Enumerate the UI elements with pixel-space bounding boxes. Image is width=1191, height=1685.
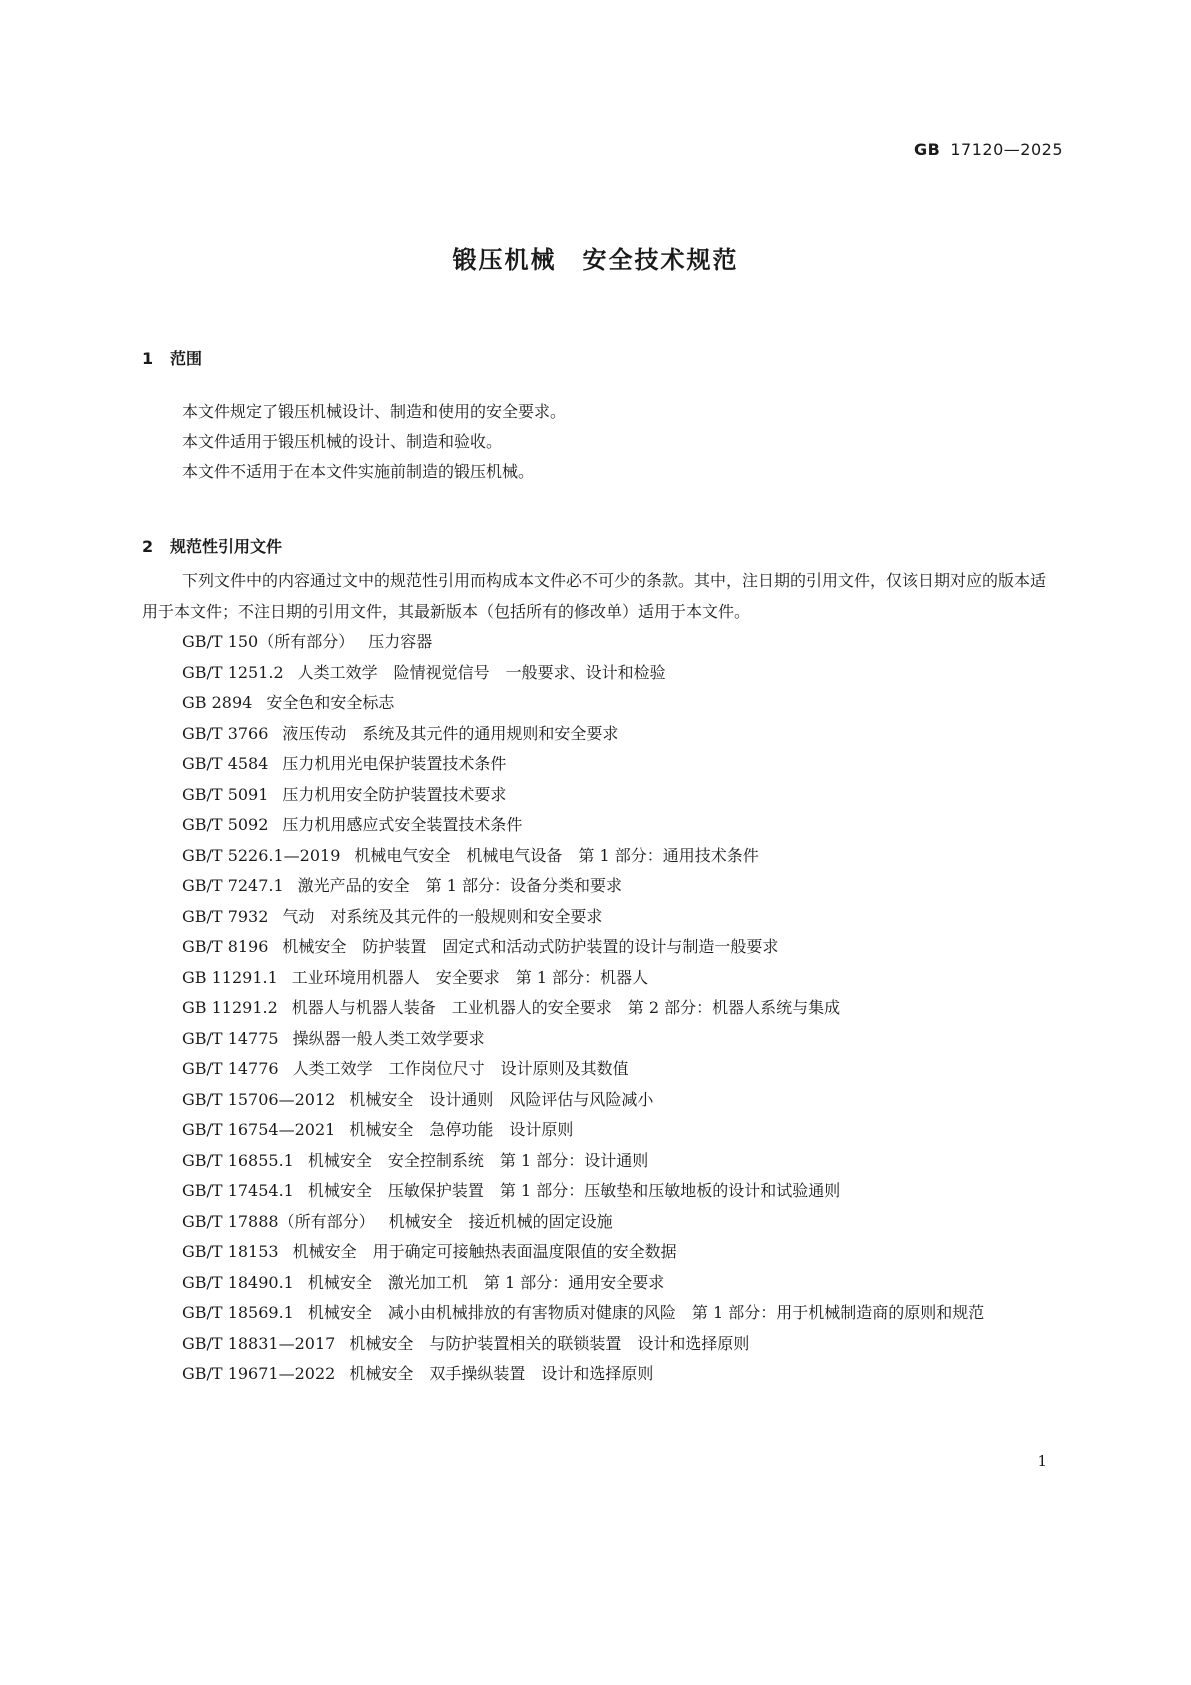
reference-title: 人类工效学 险情视觉信号 一般要求、设计和检验 [297,662,666,682]
reference-title: 机械安全 接近机械的固定设施 [388,1211,613,1231]
reference-item [142,688,1058,719]
reference-item [142,1207,1058,1238]
reference-code: GB/T 3766 [182,723,269,743]
section-number: 2 [142,537,154,556]
reference-title: 机械安全 激光加工机 第 1 部分：通用安全要求 [307,1272,665,1292]
reference-code: GB/T 5091 [182,784,269,804]
reference-code: GB/T 17888（所有部分） [182,1211,375,1231]
reference-item [142,1024,1058,1055]
document-title: 锻压机械 安全技术规范 [452,246,739,274]
reference-title: 机械安全 安全控制系统 第 1 部分：设计通则 [307,1150,649,1170]
reference-item [142,719,1058,750]
reference-code: GB/T 15706—2012 [182,1089,336,1109]
reference-code: GB/T 7932 [182,906,269,926]
reference-list [142,627,1058,1390]
section-heading-scope [142,346,202,369]
scope-paragraph: 本文件不适用于在本文件实施前制造的锻压机械。 [182,462,535,481]
reference-code: GB/T 1251.2 [182,662,284,682]
reference-item [142,1085,1058,1116]
reference-item [142,871,1058,902]
reference-code: GB 11291.2 [182,998,278,1017]
reference-code: GB/T 5226.1—2019 [182,845,341,865]
document-code-prefix: GB [914,140,941,159]
reference-item [142,1115,1058,1146]
reference-item [142,1054,1058,1085]
reference-title: 机械电气安全 机械电气设备 第 1 部分：通用技术条件 [354,845,759,865]
page-number: 1 [1037,1452,1047,1470]
reference-code: GB/T 18153 [182,1242,279,1261]
reference-code: GB/T 18490.1 [182,1272,294,1292]
reference-item [142,780,1058,811]
reference-item [142,658,1058,689]
reference-item [142,810,1058,841]
reference-item [142,1359,1058,1390]
reference-code: GB/T 17454.1 [182,1181,294,1200]
reference-item [142,1146,1058,1177]
reference-title: 气动 对系统及其元件的一般规则和安全要求 [282,906,603,926]
reference-item [142,627,1058,658]
reference-item [142,932,1058,963]
reference-title: 液压传动 系统及其元件的通用规则和安全要求 [282,723,619,743]
scope-paragraph: 本文件适用于锻压机械的设计、制造和验收。 [182,432,503,451]
reference-title: 人类工效学 工作岗位尺寸 设计原则及其数值 [292,1059,629,1078]
section-title: 范围 [170,349,203,368]
reference-title: 机械安全 双手操纵装置 设计和选择原则 [349,1364,654,1383]
reference-title: 机器人与机器人装备 工业机器人的安全要求 第 2 部分：机器人系统与集成 [291,998,841,1017]
reference-title: 机械安全 防护装置 固定式和活动式防护装置的设计与制造一般要求 [282,937,779,956]
reference-item [142,1176,1058,1207]
reference-code: GB/T 16855.1 [182,1150,294,1170]
section-title: 规范性引用文件 [170,537,283,556]
reference-code: GB 2894 [182,693,253,712]
reference-item [142,1329,1058,1360]
reference-title: 工业环境用机器人 安全要求 第 1 部分：机器人 [291,967,649,987]
reference-code: GB/T 14776 [182,1059,279,1078]
reference-item [142,1268,1058,1299]
reference-title: 机械安全 减小由机械排放的有害物质对健康的风险 第 1 部分：用于机械制造商的原则和规范 [307,1303,985,1322]
reference-code: GB/T 4584 [182,754,269,773]
reference-item [142,749,1058,780]
document-code [914,140,1063,159]
reference-item [142,1237,1058,1268]
reference-item [142,841,1058,872]
reference-title: 机械安全 急停功能 设计原则 [349,1120,574,1139]
reference-title: 机械安全 用于确定可接触热表面温度限值的安全数据 [292,1242,677,1261]
reference-title: 机械安全 压敏保护装置 第 1 部分：压敏垫和压敏地板的设计和试验通则 [307,1181,841,1200]
reference-title: 激光产品的安全 第 1 部分：设备分类和要求 [297,876,623,895]
document-code-number: 17120—2025 [950,140,1063,159]
reference-code: GB 11291.1 [182,967,278,987]
reference-code: GB/T 18569.1 [182,1303,294,1322]
reference-title: 压力机用光电保护装置技术条件 [282,754,507,773]
reference-code: GB/T 19671—2022 [182,1364,336,1383]
reference-title: 压力机用感应式安全装置技术条件 [282,815,523,834]
reference-code: GB/T 14775 [182,1028,279,1048]
reference-code: GB/T 5092 [182,815,269,834]
reference-title: 机械安全 设计通则 风险评估与风险减小 [349,1089,654,1109]
reference-title: 压力机用安全防护装置技术要求 [282,784,507,804]
normative-references-body [142,566,1058,1390]
reference-code: GB/T 150（所有部分） [182,632,355,651]
section-number: 1 [142,349,154,368]
references-intro-paragraph: 下列文件中的内容通过文中的规范性引用而构成本文件必不可少的条款。其中，注日期的引用文件，仅该日期对应的版本适用于本文件；不注日期的引用文件，其最新版本（包括所有的修改单）适用于本文件。 [142,571,1047,621]
section-heading-normative-references [142,534,282,557]
reference-title: 操纵器一般人类工效学要求 [292,1028,485,1048]
scope-paragraph: 本文件规定了锻压机械设计、制造和使用的安全要求。 [182,402,567,421]
reference-code: GB/T 16754—2021 [182,1120,336,1139]
reference-item [142,902,1058,933]
reference-item [142,1298,1058,1329]
reference-code: GB/T 18831—2017 [182,1333,336,1353]
reference-item [142,963,1058,994]
reference-code: GB/T 8196 [182,937,269,956]
reference-item [142,993,1058,1024]
reference-title: 压力容器 [368,632,433,651]
scope-section-body [142,397,1062,487]
reference-code: GB/T 7247.1 [182,876,284,895]
reference-title: 安全色和安全标志 [266,693,395,712]
reference-title: 机械安全 与防护装置相关的联锁装置 设计和选择原则 [349,1333,750,1353]
